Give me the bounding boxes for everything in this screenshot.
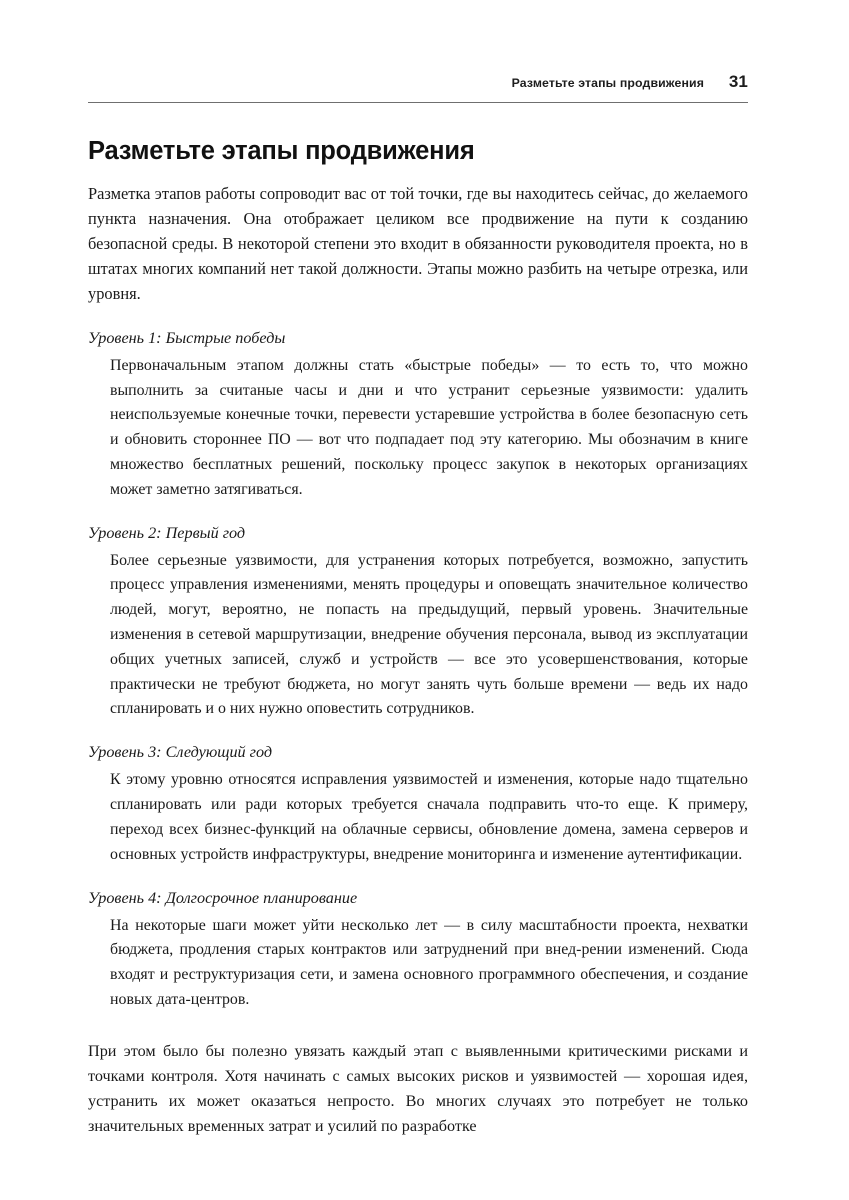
page-number: 31 xyxy=(728,72,748,91)
level-4-text: На некоторые шаги может уйти несколько лет — в силу масштабности проекта, нехватки бюджета, продления старых контрактов или затруднений при внед-рении изменений. Сюда входят и реструктуризация сети, и замена основного программного обеспечения, и создание новых дата-центров. xyxy=(110,916,748,1008)
page-title: Разметьте этапы продвижения xyxy=(88,137,475,165)
level-2-text: Более серьезные уязвимости, для устранения которых потребуется, возможно, запустить процесс управления изменениями, менять процедуры и оповещать значительное количество людей, могут, вероятно, не попасть на предыдущий, первый уровень. Значительные изменения в сетевой маршрутизации, внедрение обучения персонала, вывод из эксплуатации общих учетных записей, служб и устройств — все это усовершенствования, которые практически не требуют бюджета, но могут занять чуть больше времени — ведь их надо спланировать и о них нужно оповестить сотрудников. xyxy=(110,551,748,718)
level-3-heading: Уровень 3: Следующий год xyxy=(88,743,273,762)
level-1-text: Первоначальным этапом должны стать «быстрые победы» — то есть то, что можно выполнить за считаные часы и дни и что устранит серьезные уязвимости: удалить неиспользуемые конечные точки, перевести устаревшие устройства в более безопасную сеть и обновить стороннее ПО — вот что подпадает под эту категорию. Мы обозначим в книге множество бесплатных решений, поскольку процесс закупок в некоторых организациях может заметно затягиваться. xyxy=(110,356,748,498)
level-block-2 xyxy=(88,524,748,723)
header-divider xyxy=(88,102,748,103)
level-block-4 xyxy=(88,889,748,1013)
level-block-1 xyxy=(88,329,748,503)
page-content xyxy=(88,72,748,1139)
running-head xyxy=(88,72,748,102)
level-1-heading: Уровень 1: Быстрые победы xyxy=(88,328,286,347)
level-4-heading: Уровень 4: Долгосрочное планирование xyxy=(88,888,358,907)
intro-paragraph: Разметка этапов работы сопроводит вас от той точки, где вы находитесь сейчас, до желаемого пункта назначения. Она отображает целиком все продвижение на пути к созданию безопасной среды. В некоторой степени это входит в обязанности руководителя проекта, но в штатах многих компаний нет такой должности. Этапы можно разбить на четыре отрезка, или уровня. xyxy=(88,184,748,303)
running-head-title: Разметьте этапы продвижения xyxy=(511,76,704,90)
closing-paragraph: При этом было бы полезно увязать каждый этап с выявленными критическими рисками и точками контроля. Хотя начинать с самых высоких рисков и уязвимостей — хорошая идея, устранить их может оказаться непросто. Во многих случаях это потребует не только значительных временных затрат и усилий по разработке xyxy=(88,1041,748,1136)
level-2-heading: Уровень 2: Первый год xyxy=(88,523,246,542)
level-block-3 xyxy=(88,743,748,867)
level-3-text: К этому уровню относятся исправления уязвимостей и изменения, которые надо тщательно спланировать или ради которых требуется сначала подправить что-то еще. К примеру, переход всех бизнес-функций на облачные сервисы, обновление домена, замена серверов и основных устройств инфраструктуры, внедрение мониторинга и изменение аутентификации. xyxy=(110,771,748,863)
